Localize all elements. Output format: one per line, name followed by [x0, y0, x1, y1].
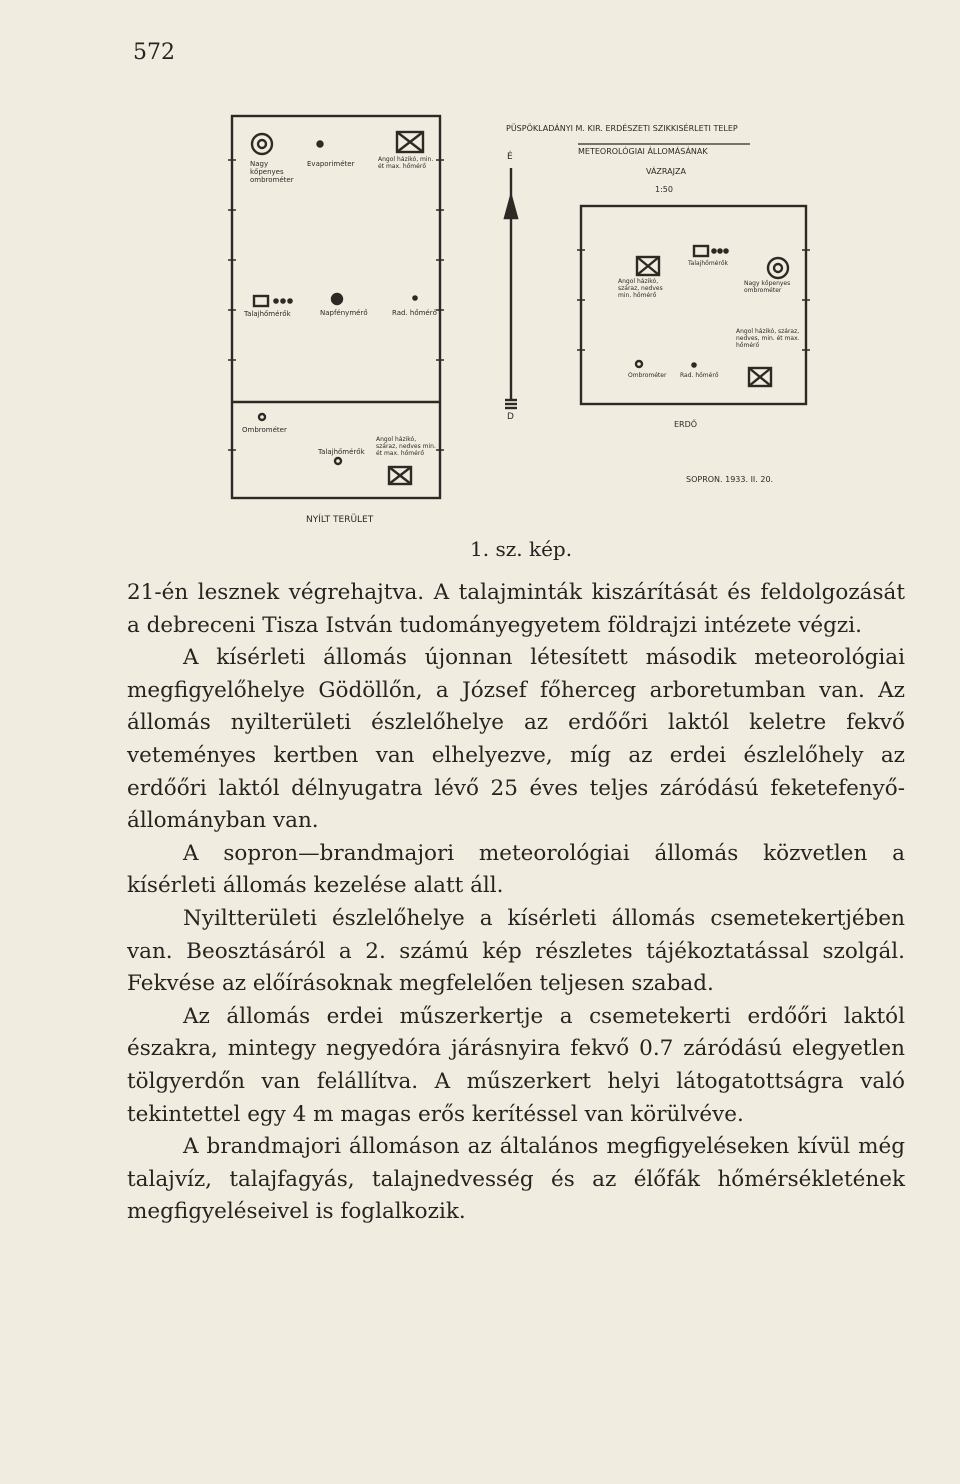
label-shelter-big: Nagy kőpenyes ombrométer: [250, 160, 294, 184]
label-evaporimeter: Evaporiméter: [307, 160, 355, 168]
right-plan-scale: 1:50: [655, 185, 673, 194]
north-label: É: [507, 152, 513, 162]
label-screen-bottom: Angol házikó, száraz, nedves min. ét max. hőmérő: [376, 436, 436, 457]
label-radiation-thermo: Rad. hőmérő: [392, 309, 437, 317]
figure-caption: 1. sz. kép.: [470, 537, 573, 561]
label-r-ombrometer: Ombrométer: [628, 372, 667, 379]
figure-drawing: [0, 100, 960, 560]
label-soil-thermo-bottom: Talajhőmérők: [318, 448, 365, 456]
paragraph-1: 21-én lesznek végrehajtva. A talajminták kiszárítását és feldolgozását a debreceni Tisza István tudományegyetem földrajzi intézete végzi.: [127, 580, 905, 638]
right-plan-sketch-label: VÁZRAJZA: [646, 167, 686, 176]
label-r-shelter-big: Nagy kőpenyes ombrométer: [744, 280, 791, 294]
label-screen-top: Angol házikó, min. ét max. hőmérő: [378, 156, 434, 170]
paragraph-2: A kísérleti állomás újonnan létesített második meteorológiai megfigyelőhelye Gödöllőn, a József főherceg arboretumban van. Az állomás nyilterületi észlelőhelye az erdőőri laktól keletre fekvő veteményes kertben van elhelyezve, míg az erdei észlelőhely az erdőőri laktól délnyugatra lévő 25 éves teljes záródású feketefenyő-állományban van.: [127, 645, 905, 834]
label-sunshine: Napfénymérő: [320, 309, 368, 317]
paragraph-3: A sopron—brandmajori meteorológiai állomás közvetlen a kísérleti állomás kezelése alatt áll.: [127, 840, 905, 899]
page-number: 572: [133, 40, 175, 65]
body-text: [127, 577, 905, 1229]
label-r-screen-b: Angol házikó, száraz, nedves, min. ét max. hőmérő: [736, 328, 800, 349]
south-label: D: [507, 412, 514, 422]
label-soil-thermo-top: Talajhőmérők: [244, 310, 291, 318]
forest-label: ERDŐ: [674, 420, 698, 429]
paragraph-6: A brandmajori állomáson az általános megfigyeléseken kívül még talajvíz, talajfagyás, talajnedvesség és az élőfák hőmérsékletének megfigyeléseivel is foglalkozik.: [127, 1134, 905, 1225]
label-r-screen-a: Angol házikó, száraz, nedves min. hőmérő: [618, 278, 663, 299]
figure-signature: SOPRON. 1933. II. 20.: [686, 475, 774, 484]
label-r-soil-thermo: Talajhőmérők: [688, 260, 728, 267]
label-ombrometer: Ombrométer: [242, 426, 287, 434]
right-plan-subtitle: METEOROLÓGIAI ÁLLOMÁSÁNAK: [578, 147, 708, 156]
open-area-label: NYÍLT TERÜLET: [306, 515, 374, 525]
paragraph-4: Nyiltterületi észlelőhelye a kísérleti állomás csemetekertjében van. Beosztásáról a 2. számú kép részletes tájékoztatással szolgál. Fekvése az előírásoknak megfelelően teljesen szabad.: [127, 905, 905, 997]
right-plan-title: PÜSPÖKLADÁNYI M. KIR. ERDÉSZETI SZIKKISÉRLETI TELEP: [506, 124, 738, 133]
station-layout-figure: [0, 100, 960, 560]
label-r-radiation-thermo: Rad. hőmérő: [680, 372, 719, 379]
paragraph-5: Az állomás erdei műszerkertje a csemetekerti erdőőri laktól északra, mintegy negyedóra járásnyira fekvő 0.7 záródású elegyetlen tölgyerdőn van felállítva. A műszerkert helyi látogatottságra való tekintettel egy 4 m magas erős kerítéssel van körülvéve.: [127, 1003, 905, 1127]
